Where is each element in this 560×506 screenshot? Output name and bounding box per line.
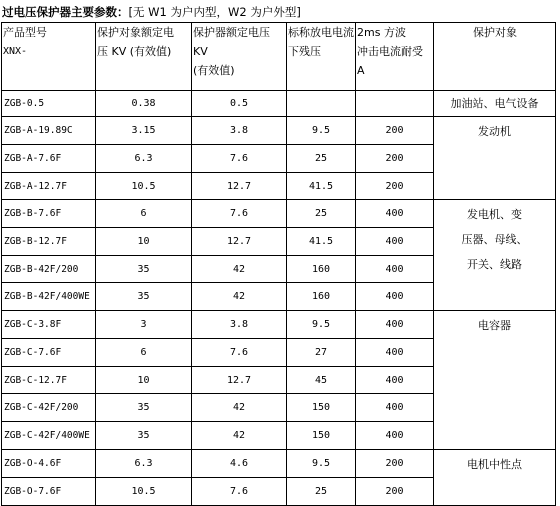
cell-protector-voltage: 7.6 <box>192 200 287 228</box>
header-residual-voltage: 标称放电电流 下残压 <box>287 23 356 91</box>
cell-model: ZGB-0.5 <box>2 91 96 117</box>
cell-impulse-current: 400 <box>356 339 434 367</box>
cell-model: ZGB-B-42F/200 <box>2 256 96 283</box>
cell-impulse-current: 200 <box>356 478 434 506</box>
cell-protected-object: 加油站、电气设备 <box>434 91 556 117</box>
cell-impulse-current: 400 <box>356 283 434 311</box>
table-row <box>2 117 556 145</box>
cell-residual-voltage: 9.5 <box>287 450 356 478</box>
document-title <box>2 2 301 22</box>
cell-model: ZGB-O-7.6F <box>2 478 96 506</box>
cell-protected-object: 发动机 <box>434 117 556 200</box>
object-line: 开关、线路 <box>467 258 522 271</box>
cell-model: ZGB-A-19.89C <box>2 117 96 145</box>
cell-residual-voltage: 27 <box>287 339 356 367</box>
cell-model: ZGB-B-7.6F <box>2 200 96 228</box>
cell-rated-voltage: 10 <box>96 367 192 394</box>
cell-impulse-current: 400 <box>356 367 434 394</box>
cell-model: ZGB-A-12.7F <box>2 173 96 200</box>
cell-protector-voltage: 7.6 <box>192 339 287 367</box>
cell-protector-voltage: 0.5 <box>192 91 287 117</box>
cell-protector-voltage: 42 <box>192 256 287 283</box>
header-row <box>2 23 556 91</box>
table-row <box>2 200 556 228</box>
cell-model: ZGB-B-42F/400WE <box>2 283 96 311</box>
cell-rated-voltage: 6 <box>96 200 192 228</box>
cell-rated-voltage: 35 <box>96 394 192 422</box>
cell-rated-voltage: 10.5 <box>96 173 192 200</box>
header-rated-voltage: 保护对象额定电 压 KV (有效值) <box>96 23 192 91</box>
cell-rated-voltage: 6.3 <box>96 450 192 478</box>
table-row <box>2 91 556 117</box>
table-row <box>2 450 556 478</box>
cell-impulse-current: 400 <box>356 311 434 339</box>
cell-impulse-current: 400 <box>356 228 434 256</box>
header-impulse-current: 2ms 方波 冲击电流耐受 A <box>356 23 434 91</box>
cell-model: ZGB-C-3.8F <box>2 311 96 339</box>
cell-protector-voltage: 7.6 <box>192 145 287 173</box>
cell-residual-voltage: 25 <box>287 478 356 506</box>
title-note: [无 W1 为户内型，W2 为户外型] <box>128 5 301 19</box>
cell-residual-voltage: 41.5 <box>287 173 356 200</box>
cell-residual-voltage: 9.5 <box>287 311 356 339</box>
cell-model: ZGB-C-7.6F <box>2 339 96 367</box>
object-line: 压器、母线、 <box>461 233 528 246</box>
object-line: 发电机、变 <box>467 208 522 221</box>
cell-rated-voltage: 35 <box>96 283 192 311</box>
cell-impulse-current: 200 <box>356 117 434 145</box>
title-bold: 过电压保护器主要参数： <box>2 5 129 19</box>
cell-protector-voltage: 7.6 <box>192 478 287 506</box>
cell-rated-voltage: 6.3 <box>96 145 192 173</box>
cell-impulse-current: 200 <box>356 173 434 200</box>
cell-impulse-current: 400 <box>356 422 434 450</box>
header-model: 产品型号 XNX- <box>2 23 96 91</box>
cell-impulse-current <box>356 91 434 117</box>
cell-protector-voltage: 3.8 <box>192 117 287 145</box>
cell-impulse-current: 400 <box>356 256 434 283</box>
cell-residual-voltage: 150 <box>287 394 356 422</box>
cell-model: ZGB-C-12.7F <box>2 367 96 394</box>
cell-model: ZGB-C-42F/400WE <box>2 422 96 450</box>
cell-residual-voltage: 160 <box>287 283 356 311</box>
cell-residual-voltage: 9.5 <box>287 117 356 145</box>
cell-residual-voltage: 41.5 <box>287 228 356 256</box>
cell-rated-voltage: 10.5 <box>96 478 192 506</box>
cell-impulse-current: 200 <box>356 145 434 173</box>
header-object: 保护对象 <box>434 23 556 91</box>
cell-model: ZGB-B-12.7F <box>2 228 96 256</box>
cell-residual-voltage: 25 <box>287 200 356 228</box>
cell-residual-voltage: 45 <box>287 367 356 394</box>
cell-protector-voltage: 42 <box>192 283 287 311</box>
header-protector-voltage: 保护器额定电压 KV (有效值) <box>192 23 287 91</box>
cell-protected-object: 电容器 <box>434 311 556 450</box>
cell-protector-voltage: 12.7 <box>192 367 287 394</box>
parameter-table <box>1 22 556 506</box>
cell-residual-voltage: 150 <box>287 422 356 450</box>
cell-protected-object <box>434 200 556 311</box>
cell-protector-voltage: 3.8 <box>192 311 287 339</box>
cell-rated-voltage: 35 <box>96 422 192 450</box>
cell-impulse-current: 400 <box>356 394 434 422</box>
cell-protected-object: 电机中性点 <box>434 450 556 506</box>
cell-rated-voltage: 35 <box>96 256 192 283</box>
table-row <box>2 311 556 339</box>
cell-protector-voltage: 42 <box>192 394 287 422</box>
cell-rated-voltage: 0.38 <box>96 91 192 117</box>
cell-rated-voltage: 3 <box>96 311 192 339</box>
cell-protector-voltage: 12.7 <box>192 173 287 200</box>
cell-residual-voltage: 25 <box>287 145 356 173</box>
cell-model: ZGB-O-4.6F <box>2 450 96 478</box>
cell-protector-voltage: 4.6 <box>192 450 287 478</box>
cell-rated-voltage: 6 <box>96 339 192 367</box>
cell-impulse-current: 200 <box>356 450 434 478</box>
cell-protector-voltage: 12.7 <box>192 228 287 256</box>
cell-rated-voltage: 10 <box>96 228 192 256</box>
cell-residual-voltage <box>287 91 356 117</box>
cell-residual-voltage: 160 <box>287 256 356 283</box>
cell-model: ZGB-A-7.6F <box>2 145 96 173</box>
cell-model: ZGB-C-42F/200 <box>2 394 96 422</box>
cell-protector-voltage: 42 <box>192 422 287 450</box>
cell-impulse-current: 400 <box>356 200 434 228</box>
cell-rated-voltage: 3.15 <box>96 117 192 145</box>
